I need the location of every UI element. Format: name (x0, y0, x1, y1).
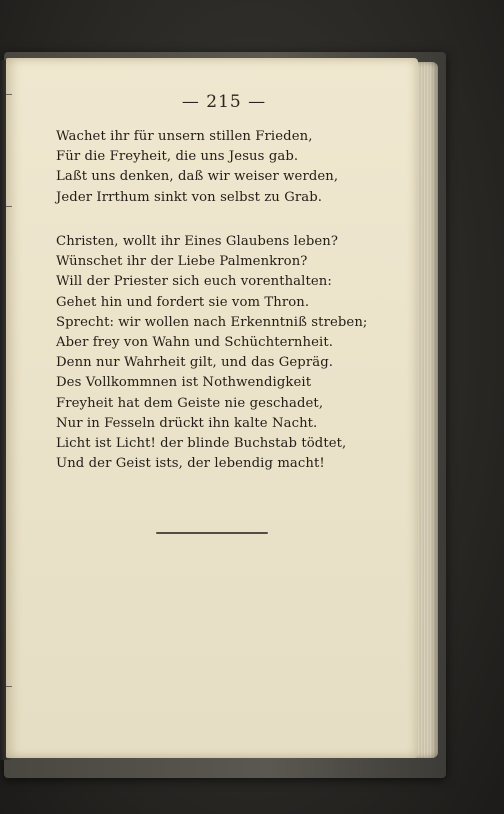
verse-line: Für die Freyheit, die uns Jesus gab. (56, 149, 299, 165)
verse-line: Nur in Fesseln drückt ihn kalte Nacht. (56, 415, 318, 431)
verse-line: Des Vollkommnen ist Nothwendigkeit (56, 375, 312, 391)
stanza-2 (56, 232, 396, 474)
verse-line: Licht ist Licht! der blinde Buchstab tödtet, (56, 436, 347, 452)
verse-line: Wünschet ihr der Liebe Palmenkron? (56, 254, 308, 270)
margin-mark (6, 686, 12, 687)
verse-line: Sprecht: wir wollen nach Erkenntniß streben; (56, 314, 368, 330)
verse-line: Denn nur Wahrheit gilt, und das Gepräg. (56, 355, 334, 371)
stanza-1 (56, 127, 396, 208)
verse-line: Christen, wollt ihr Eines Glaubens leben? (56, 234, 339, 249)
verse-line: Gehet hin und fordert sie vom Thron. (56, 294, 310, 310)
verse-line: Wachet ihr für unsern stillen Frieden, (56, 129, 313, 144)
verse-line: Und der Geist ists, der lebendig macht! (56, 456, 325, 472)
book-page (6, 58, 418, 758)
verse-line: Jeder Irrthum sinkt von selbst zu Grab. (56, 189, 323, 205)
page-number: — 215 — (181, 92, 267, 112)
verse-line: Freyheit hat dem Geiste nie geschadet, (56, 395, 324, 411)
verse-line: Aber frey von Wahn und Schüchternheit. (56, 335, 334, 351)
verse-line: Will der Priester sich euch vorenthalten: (56, 274, 332, 290)
margin-mark (6, 94, 12, 95)
margin-mark (6, 206, 12, 207)
verse-line: Laßt uns denken, daß wir weiser werden, (56, 169, 339, 185)
end-rule (156, 532, 268, 534)
